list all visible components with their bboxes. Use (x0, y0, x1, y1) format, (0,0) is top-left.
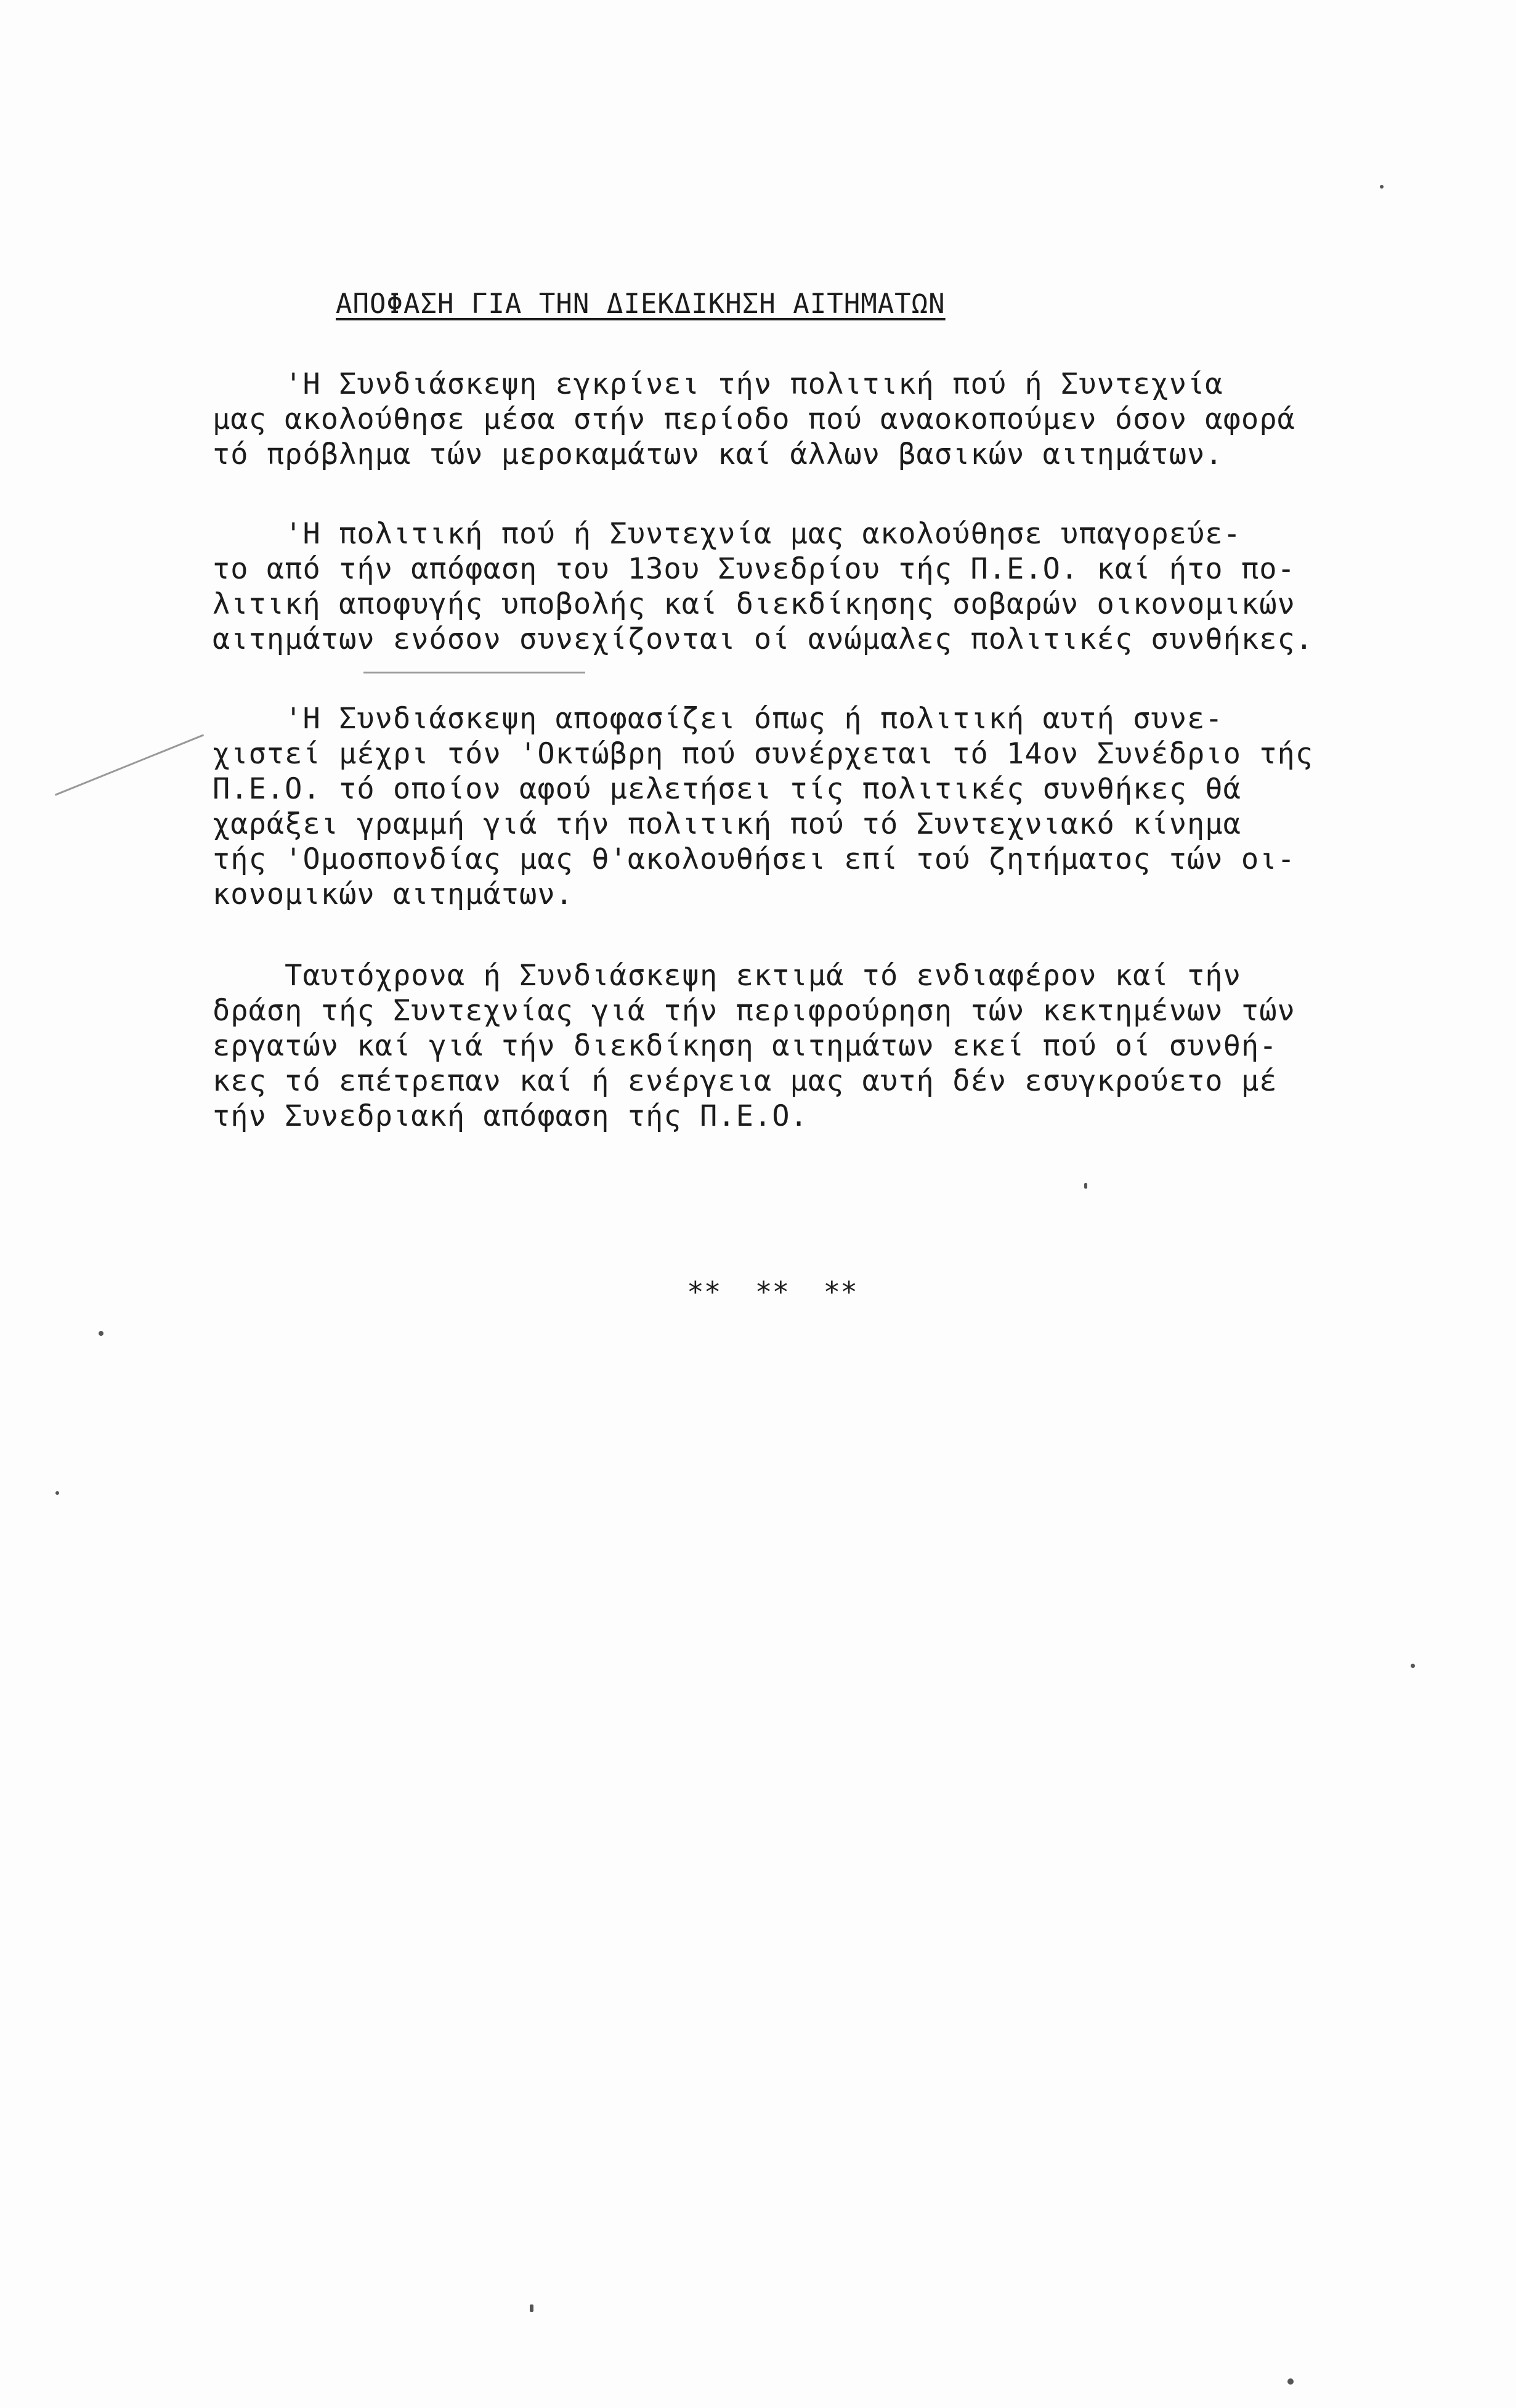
paragraph-line: λιτική αποφυγής υποβολής καί διεκδίκησης σοβαρών οικονομικών (213, 587, 1295, 621)
paragraph-line: δράση τής Συντεχνίας γιά τήν περιφρούρηση τών κεκτημένων τών (213, 994, 1295, 1028)
paragraph-1 (213, 367, 1383, 472)
scan-mark (55, 734, 204, 795)
paragraph-line: μας ακολούθησε μέσα στήν περίοδο πού αναοκοπούμεν όσον αφορά (213, 402, 1295, 436)
paragraph-line: εργατών καί γιά τήν διεκδίκηση αιτημάτων εκεί πού οί συνθή- (213, 1029, 1278, 1063)
paragraph-line: Π.Ε.Ο. τό οποίον αφού μελετήσει τίς πολιτικές συνθήκες θά (213, 772, 1241, 806)
scan-speck (1287, 2378, 1294, 2385)
scan-speck (1411, 1664, 1415, 1668)
scan-speck (1084, 1183, 1087, 1189)
paragraph-4 (213, 958, 1383, 1134)
paragraph-line: τήν Συνεδριακή απόφαση τής Π.Ε.Ο. (213, 1099, 808, 1133)
paragraph-line: κονομικών αιτημάτων. (213, 877, 574, 911)
paragraph-line: αιτημάτων ενόσον συνεχίζονται οί ανώμαλες πολιτικές συνθήκες. (213, 622, 1314, 656)
paragraph-3 (213, 701, 1383, 912)
paragraph-line: το από τήν απόφαση του 13ου Συνεδρίου τής Π.Ε.Ο. καί ήτο πο- (213, 552, 1295, 586)
document-title: ΑΠΟΦΑΣΗ ΓΙΑ ΤΗΝ ΔΙΕΚΔΙΚΗΣΗ ΑΙΤΗΜΑΤΩΝ (336, 288, 946, 320)
scan-speck (99, 1331, 103, 1336)
paragraph-line: χαράξει γραμμή γιά τήν πολιτική πού τό Συντεχνιακό κίνημα (213, 807, 1241, 841)
scan-speck (1380, 185, 1384, 189)
paragraph-line: 'Η πολιτική πού ή Συντεχνία μας ακολούθησε υπαγορεύε- (213, 517, 1241, 551)
scan-speck (530, 2304, 533, 2312)
paragraph-line: τής 'Ομοσπονδίας μας θ'ακολουθήσει επί τού ζητήματος τών οι- (213, 842, 1295, 876)
paragraph-line: 'Η Συνδιάσκεψη εγκρίνει τήν πολιτική πού ή Συντεχνία (213, 367, 1223, 401)
paragraph-line: χιστεί μέχρι τόν 'Οκτώβρη πού συνέρχεται τό 14ον Συνέδριο τής (213, 737, 1314, 771)
scan-speck (55, 1491, 59, 1495)
closing-asterisks: ** ** ** (687, 1275, 857, 1309)
scan-mark (363, 672, 585, 673)
paragraph-line: τό πρόβλημα τών μεροκαμάτων καί άλλων βασικών αιτημάτων. (213, 437, 1223, 471)
paragraph-line: 'Η Συνδιάσκεψη αποφασίζει όπως ή πολιτική αυτή συνε- (213, 702, 1223, 736)
paragraph-2 (213, 516, 1383, 657)
paragraph-line: κες τό επέτρεπαν καί ή ενέργεια μας αυτή δέν εσυγκρούετο μέ (213, 1064, 1278, 1098)
paragraph-line: Ταυτόχρονα ή Συνδιάσκεψη εκτιμά τό ενδιαφέρον καί τήν (213, 959, 1241, 993)
